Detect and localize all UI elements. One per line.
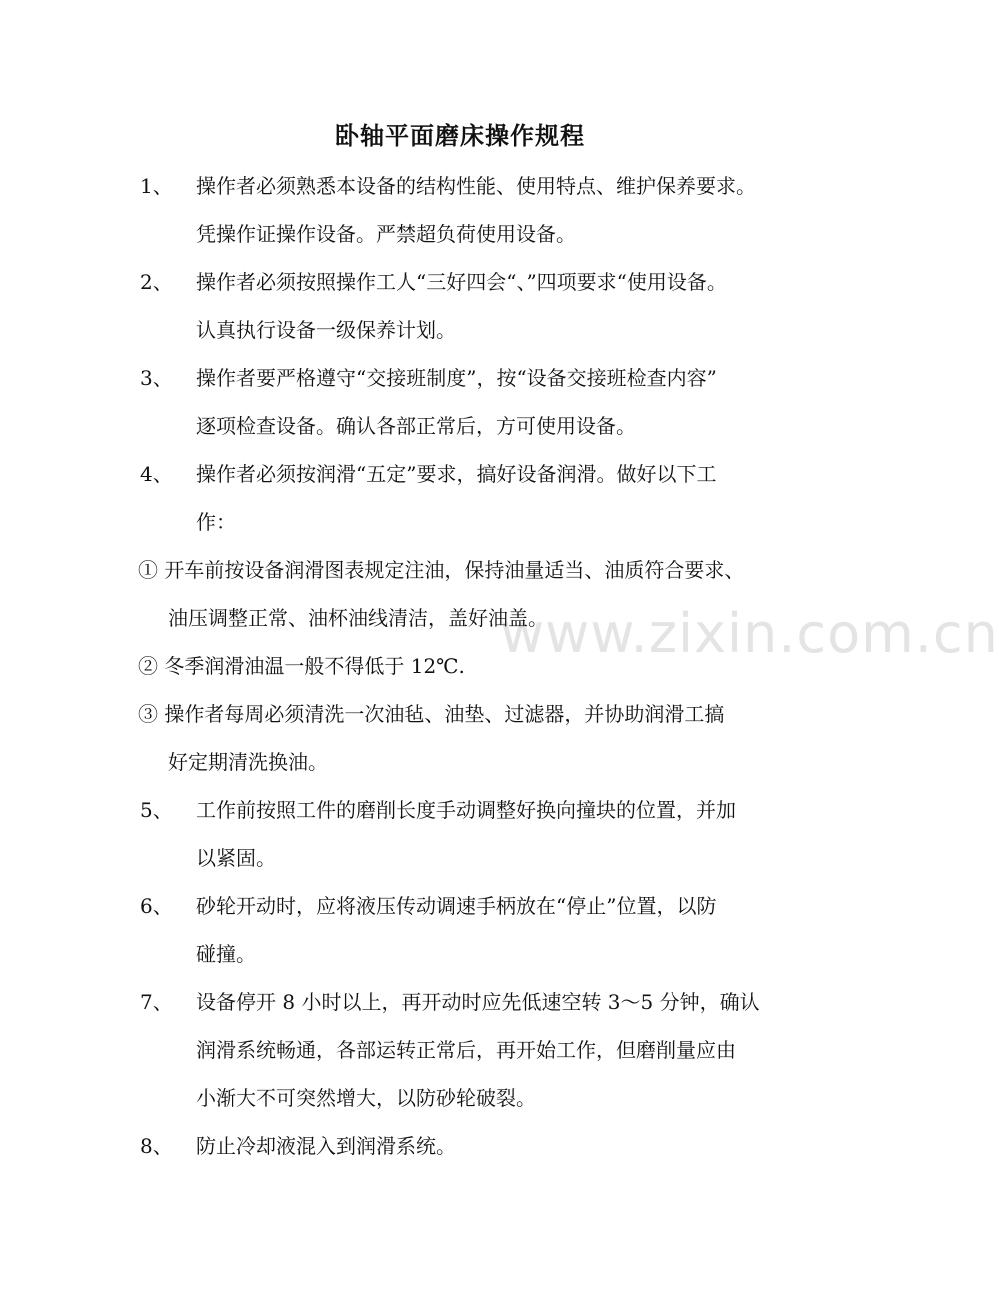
item-text-line: 工作前按照工件的磨削长度手动调整好换向撞块的位置，并加	[196, 798, 736, 822]
watermark-text: www.zixin.com.cn	[500, 602, 999, 665]
item-text-line: 润滑系统畅通，各部运转正常后，再开始工作，但磨削量应由	[196, 1038, 736, 1062]
item-text-line: 逐项检查设备。确认各部正常后，方可使用设备。	[196, 414, 636, 438]
item-number: 1、	[140, 174, 173, 198]
item-number: 4、	[140, 462, 173, 486]
item-number: 2、	[140, 270, 173, 294]
item-text-line: 凭操作证操作设备。严禁超负荷使用设备。	[196, 222, 576, 246]
item-text-line: 砂轮开动时，应将液压传动调速手柄放在“停止”位置，以防	[196, 894, 717, 918]
item-number: 7、	[140, 990, 173, 1014]
sub-item-text-line: 油压调整正常、油杯油线清洁，盖好油盖。	[168, 606, 548, 630]
item-text-line: 操作者必须按润滑“五定”要求，搞好设备润滑。做好以下工	[196, 462, 717, 486]
item-number: 6、	[140, 894, 173, 918]
item-text-line: 作：	[196, 510, 236, 534]
item-number: 5、	[140, 798, 173, 822]
item-text-line: 操作者必须熟悉本设备的结构性能、使用特点、维护保养要求。	[196, 174, 756, 198]
sub-item-text-line: ③ 操作者每周必须清洗一次油毡、油垫、过滤器，并协助润滑工搞	[138, 702, 725, 726]
item-text-line: 操作者要严格遵守“交接班制度”，按“设备交接班检查内容”	[196, 366, 717, 390]
item-text-line: 防止冷却液混入到润滑系统。	[196, 1134, 456, 1158]
item-text-line: 碰撞。	[196, 942, 256, 966]
item-text-line: 小渐大不可突然增大，以防砂轮破裂。	[196, 1086, 536, 1110]
sub-item-text-line: ② 冬季润滑油温一般不得低于 12℃.	[138, 654, 465, 678]
item-text-line: 认真执行设备一级保养计划。	[196, 318, 456, 342]
item-number: 3、	[140, 366, 173, 390]
item-text-line: 操作者必须按照操作工人“三好四会“、”四项要求“使用设备。	[196, 270, 727, 294]
item-text-line: 以紧固。	[196, 846, 276, 870]
sub-item-text-line: 好定期清洗换油。	[168, 750, 328, 774]
page-title: 卧轴平面磨床操作规程	[335, 122, 585, 150]
item-number: 8、	[140, 1134, 173, 1158]
item-text-line: 设备停开 8 小时以上，再开动时应先低速空转 3～5 分钟，确认	[196, 990, 760, 1014]
sub-item-text-line: ① 开车前按设备润滑图表规定注油，保持油量适当、油质符合要求、	[138, 558, 745, 582]
